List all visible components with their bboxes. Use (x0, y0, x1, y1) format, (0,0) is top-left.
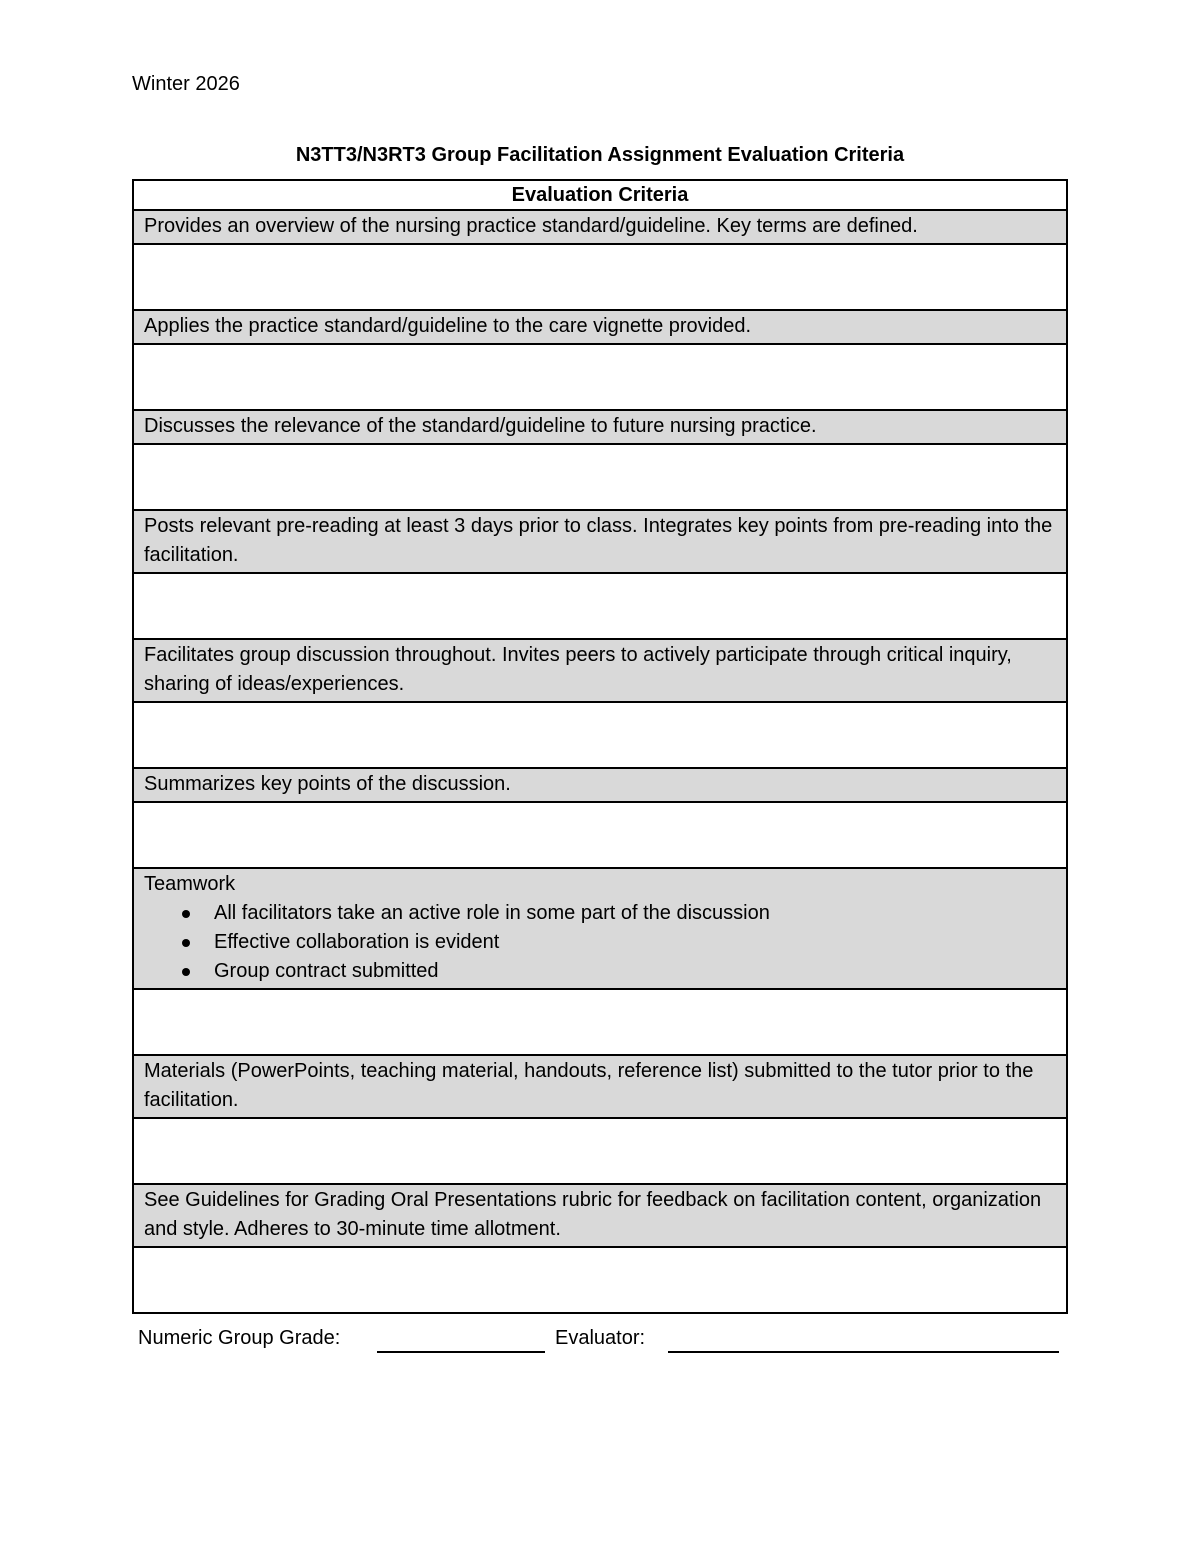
criterion-row (133, 510, 1067, 573)
criterion-summary: Summarizes key points of the discussion. (133, 768, 1067, 802)
feedback-cell-overview[interactable] (133, 244, 1067, 310)
list-item: Group contract submitted (190, 957, 1056, 986)
criterion-row (133, 1184, 1067, 1247)
feedback-row (133, 702, 1067, 768)
feedback-cell-application[interactable] (133, 344, 1067, 410)
feedback-cell-oral-presentation[interactable] (133, 1247, 1067, 1313)
feedback-row (133, 989, 1067, 1055)
teamwork-heading: Teamwork (144, 873, 236, 895)
column-header: Evaluation Criteria (133, 180, 1067, 210)
feedback-cell-relevance[interactable] (133, 444, 1067, 510)
criterion-row (133, 310, 1067, 344)
grading-footer (138, 1324, 1068, 1356)
feedback-cell-teamwork[interactable] (133, 989, 1067, 1055)
criterion-row (133, 868, 1067, 989)
table-header-row (133, 180, 1067, 210)
criterion-teamwork (133, 868, 1067, 989)
criterion-relevance: Discusses the relevance of the standard/guideline to future nursing practice. (133, 410, 1067, 444)
feedback-row (133, 573, 1067, 639)
document-title: N3TT3/N3RT3 Group Facilitation Assignment Evaluation Criteria (295, 144, 905, 166)
criterion-row (133, 639, 1067, 702)
list-item: Effective collaboration is evident (190, 928, 1056, 957)
feedback-cell-summary[interactable] (133, 802, 1067, 868)
criterion-row (133, 1055, 1067, 1118)
criterion-group-discussion: Facilitates group discussion throughout. Invites peers to actively participate through critical inquiry, sharing of ideas/experiences. (133, 639, 1067, 702)
feedback-row (133, 244, 1067, 310)
criterion-materials: Materials (PowerPoints, teaching material, handouts, reference list) submitted to the tutor prior to the facilitation. (133, 1055, 1067, 1118)
feedback-row (133, 1118, 1067, 1184)
criterion-oral-presentation: See Guidelines for Grading Oral Presentations rubric for feedback on facilitation content, organization and style. Adheres to 30-minute time allotment. (133, 1184, 1067, 1247)
criterion-row (133, 410, 1067, 444)
numeric-grade-label: Numeric Group Grade: (138, 1327, 341, 1349)
criterion-application: Applies the practice standard/guideline to the care vignette provided. (133, 310, 1067, 344)
feedback-row (133, 1247, 1067, 1313)
list-item: All facilitators take an active role in some part of the discussion (190, 899, 1056, 928)
teamwork-bullet-list (144, 899, 1056, 986)
feedback-row (133, 444, 1067, 510)
numeric-grade-field[interactable] (377, 1351, 545, 1353)
feedback-cell-pre-reading[interactable] (133, 573, 1067, 639)
evaluation-criteria-table (132, 179, 1068, 1314)
feedback-row (133, 344, 1067, 410)
feedback-cell-materials[interactable] (133, 1118, 1067, 1184)
evaluator-label: Evaluator: (555, 1327, 646, 1349)
evaluator-field[interactable] (668, 1351, 1059, 1353)
criterion-row (133, 210, 1067, 244)
criterion-row (133, 768, 1067, 802)
criterion-pre-reading: Posts relevant pre-reading at least 3 days prior to class. Integrates key points from pre-reading into the facilitation. (133, 510, 1067, 573)
feedback-row (133, 802, 1067, 868)
feedback-cell-group-discussion[interactable] (133, 702, 1067, 768)
term-label: Winter 2026 (132, 73, 240, 95)
criterion-overview: Provides an overview of the nursing practice standard/guideline. Key terms are defined. (133, 210, 1067, 244)
